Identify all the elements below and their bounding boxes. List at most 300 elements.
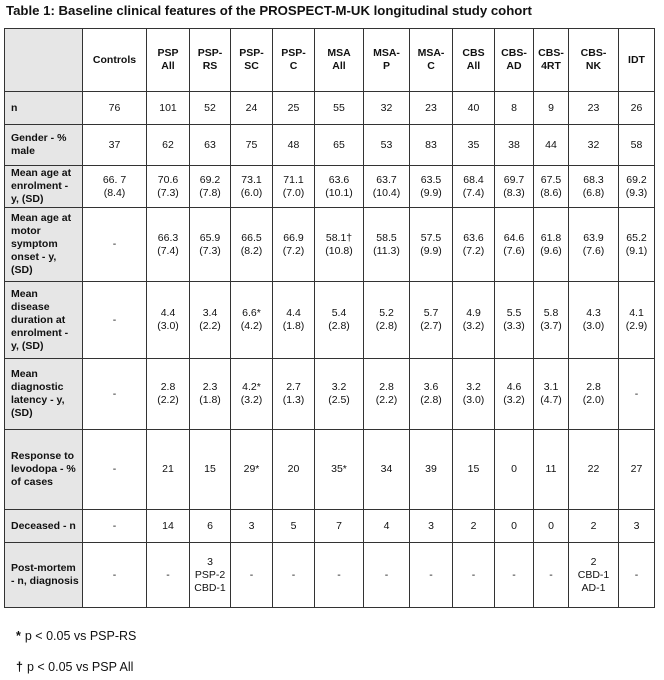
table-cell [190,166,231,208]
cell-line: - [112,568,117,581]
table-cell [410,125,453,166]
table-cell [83,282,147,359]
cell-line: (3.3) [503,320,525,332]
cell-line: (SD) [11,407,33,419]
table-cell [147,92,190,125]
table-cell [273,510,315,543]
cell-line: Mean age at [11,167,72,179]
cell-line: n [11,101,18,114]
table-cell [410,282,453,359]
table-cell [619,359,655,430]
cell-line: (3.0) [157,320,179,332]
cell-line: 4.4 [286,307,301,319]
cell-line: 66.3 [157,231,179,244]
table-cell [273,430,315,510]
table-cell [273,92,315,125]
cell-line: 39 [425,463,437,475]
table-cell [231,282,273,359]
table-cell [569,208,619,282]
table-cell [273,282,315,359]
cell-line: - [549,568,553,581]
column-header-line: P [382,60,390,72]
cell-line: 4.9 [466,307,481,319]
table-cell [364,282,410,359]
cell-line: - [634,387,639,400]
cell-line: 66.5 [241,231,262,244]
cell-line: (SD) [11,264,33,276]
cell-line: (9.1) [625,244,648,257]
table-cell [619,92,655,125]
cell-line: Deceased - n [11,519,76,532]
cell-line: 61.8 [540,231,562,244]
table-cell [534,125,569,166]
cell-line: 65 [333,138,345,151]
cell-line: 0 [511,519,517,532]
footnote-significance-psp-rs: * p < 0.05 vs PSP-RS [16,629,137,643]
row-label [5,510,83,543]
table-cell [410,510,453,543]
cell-line: (7.2) [282,244,305,257]
table-cell [273,543,315,608]
table-cell [495,359,534,430]
table-row [5,543,655,608]
cell-line: 32 [587,138,600,151]
table-cell [190,208,231,282]
cell-line: 48 [287,138,300,151]
cell-line: (9.9) [420,186,442,199]
table-cell [83,92,147,125]
cell-line: 62 [162,138,174,151]
table-cell [495,510,534,543]
table-cell [534,92,569,125]
cell-line: 65.2 [626,231,647,244]
cell-line: 2 [590,555,597,568]
cell-line: 3.4 [202,307,218,319]
cell-line: 71.1 [283,173,304,186]
cell-line: Gender - % [11,132,67,144]
table-cell [231,166,273,208]
cell-line: 23 [587,101,600,114]
cell-line: 5.4 [331,307,347,319]
cell-line: 5.8 [543,307,559,319]
table-cell [231,208,273,282]
cell-line: (8.4) [103,186,126,199]
cell-line: 68.3 [583,173,604,186]
row-label [5,430,83,510]
table-cell [315,125,364,166]
cell-line: 5.2 [379,307,394,319]
table-cell [147,359,190,430]
cell-line: 15 [204,463,216,475]
cell-line: 58.1† [325,231,353,244]
table-cell [569,125,619,166]
cell-line: 83 [425,138,437,151]
cell-line: (10.4) [372,186,401,199]
cell-line: male [11,145,35,157]
header-row [5,29,655,92]
cell-line: (2.9) [625,320,648,332]
table-cell [190,125,231,166]
cell-line: (2.2) [375,394,398,406]
cell-line: 66.9 [283,231,304,244]
cell-line: 44 [545,138,557,151]
table-cell [534,282,569,359]
cell-line: (7.4) [157,244,179,257]
cell-line: 57.5 [420,231,442,244]
table-cell [569,543,619,608]
table-cell [273,359,315,430]
column-header-line: 4RT [541,60,561,72]
column-header [315,29,364,92]
column-header [147,29,190,92]
table-cell [147,282,190,359]
column-header-line: Controls [92,53,137,66]
cell-line: onset - y, [11,251,57,263]
table-row [5,125,655,166]
cell-line: 4 [383,519,390,532]
table-cell [619,543,655,608]
table-cell [315,208,364,282]
cell-line: 52 [204,101,216,114]
cell-line: - n, diagnosis [11,575,79,587]
cell-line: 3.2 [466,381,481,393]
cell-line: PSP-2 [194,568,226,581]
cell-line: (9.9) [420,244,442,257]
cell-line: 26 [630,101,643,114]
table-cell [147,125,190,166]
cell-line: 70.6 [157,173,179,186]
table-cell [315,510,364,543]
column-header-line: IDT [628,53,645,66]
column-header-line: PSP- [197,47,223,59]
table-cell [231,430,273,510]
cell-line: diagnostic [11,381,64,393]
column-header-line: PSP [157,47,179,59]
table-cell [534,510,569,543]
column-header-line: MSA [327,47,351,59]
column-header-line: CBS [462,47,485,59]
table-cell [315,166,364,208]
cell-line: 3 [207,555,213,568]
cell-line: 4.1 [629,307,644,319]
column-header-line: CBS- [580,47,607,59]
cell-line: 67.5 [540,173,562,186]
table-cell [619,125,655,166]
cell-line: (2.8) [328,320,350,332]
table-cell [231,510,273,543]
cell-line: 38 [508,138,520,151]
table-cell [569,166,619,208]
cell-line: duration at [11,313,66,326]
cell-line: (3.0) [582,320,605,332]
column-header-line: C [289,60,298,72]
cell-line: 2 [470,519,477,532]
table-cell [147,543,190,608]
cell-line: (2.8) [420,394,442,406]
table-cell [147,208,190,282]
column-header-line: PSP- [281,47,306,59]
table-cell [231,125,273,166]
cell-line: 29* [243,463,260,475]
cell-line: 4.4 [160,307,176,319]
cell-line: 63.6 [463,231,484,244]
column-header-line: NK [585,60,602,72]
cell-line: (1.3) [282,394,305,406]
cell-line: (3.2) [462,320,485,332]
column-header [83,29,147,92]
cell-line: Response to [11,450,75,462]
table-cell [410,543,453,608]
table-cell [453,166,495,208]
column-header [190,29,231,92]
cell-line: - [337,568,341,581]
table-cell [619,430,655,510]
table-cell [364,166,410,208]
cell-line: - [112,463,117,475]
cell-line: latency - y, [11,394,65,406]
cell-line: (7.6) [582,244,605,257]
cell-line: (2.5) [328,394,350,406]
cell-line: 75 [245,138,258,151]
table-cell [83,208,147,282]
cell-line: 20 [287,463,300,475]
table-cell [453,359,495,430]
cell-line: CBD-1 [194,581,226,594]
cell-line: (7.4) [462,186,485,199]
cell-line: - [112,387,117,400]
table-cell [231,359,273,430]
cell-line: 3 [633,519,640,532]
cell-line: 0 [548,519,554,532]
cell-line: 3.1 [543,381,559,393]
cell-line: 8 [511,101,517,114]
cell-line: (10.1) [325,186,353,199]
cell-line: - [634,568,639,581]
cell-line: (6.0) [240,186,263,199]
cell-line: AD-1 [581,581,606,594]
table-cell [273,125,315,166]
table-cell [315,430,364,510]
cell-line: 23 [425,101,437,114]
table-cell [364,92,410,125]
table-row [5,92,655,125]
cell-line: - [112,519,117,532]
column-header [534,29,569,92]
cell-line: - [512,568,516,581]
cell-line: (10.8) [325,244,353,257]
column-header-line: MSA- [417,47,445,59]
cell-line: - [249,568,254,581]
table-cell [315,92,364,125]
table-cell [534,430,569,510]
table-cell [364,543,410,608]
cell-line: (8.6) [540,186,562,199]
table-cell [273,208,315,282]
cell-line: motor [11,225,41,237]
table-cell [231,543,273,608]
cell-line: 3.2 [331,381,347,393]
table-cell [569,282,619,359]
cell-line: 5.7 [423,307,439,319]
column-header [410,29,453,92]
cell-line: Mean age at [11,212,72,224]
cell-line: 15 [467,463,480,475]
cell-line: y, (SD) [11,339,44,352]
cell-line: 9 [548,101,554,114]
table-cell [190,510,231,543]
table-cell [315,359,364,430]
table-row [5,430,655,510]
footnote-significance-psp-all: † p < 0.05 vs PSP All [16,660,134,674]
cell-line: (2.7) [420,320,442,332]
cell-line: 11 [545,463,557,475]
table-cell [147,166,190,208]
table-cell [147,430,190,510]
cell-line: 2.3 [202,381,218,393]
cell-line: - [429,568,433,581]
cell-line: disease [11,300,50,313]
table-cell [453,282,495,359]
cell-line: 2.7 [286,381,301,393]
cell-line: 66. 7 [102,173,127,186]
cell-line: 3 [428,519,434,532]
table-cell [534,359,569,430]
column-header-line: All [161,60,175,72]
table-cell [364,208,410,282]
cell-line: enrolment - [11,180,69,192]
row-label [5,125,83,166]
cell-line: of cases [11,476,54,488]
cell-line: (2.2) [157,394,179,406]
cell-line: 25 [287,101,300,114]
cell-line: (7.3) [157,186,179,199]
table-cell [534,166,569,208]
table-cell [83,166,147,208]
cell-line: 63.7 [376,173,397,186]
cell-line: 58 [630,138,643,151]
table-cell [410,208,453,282]
clinical-features-table [4,28,655,608]
column-header-line: CBS- [501,47,527,59]
cell-line: Mean [11,287,38,300]
cell-line: 40 [467,101,480,114]
cell-line: 0 [511,463,517,475]
column-header-line: AD [506,60,522,72]
cell-line: (7.6) [503,244,525,257]
row-label [5,208,83,282]
table-cell [495,543,534,608]
cell-line: - [166,568,170,581]
cell-line: 69.2 [626,173,647,186]
cell-line: 4.3 [586,307,601,319]
cell-line: 101 [159,101,177,114]
table-cell [495,92,534,125]
cell-line: 4.2* [242,381,261,393]
table-cell [410,359,453,430]
table-cell [453,430,495,510]
cell-line: 32 [380,101,393,114]
table-row [5,510,655,543]
cell-line: 76 [108,101,121,114]
cell-line: 35* [331,463,347,475]
table-cell [315,543,364,608]
row-label [5,543,83,608]
cell-line: (11.3) [373,244,400,257]
table-cell [619,282,655,359]
table-cell [364,430,410,510]
table-cell [83,543,147,608]
cell-line: (8.3) [503,186,525,199]
column-header [495,29,534,92]
table-cell [569,510,619,543]
cell-line: 2.8 [379,381,394,393]
cell-line: 22 [587,463,600,475]
cell-line: 35 [467,138,480,151]
cell-line: 14 [162,519,174,532]
cell-line: 63 [204,138,216,151]
cell-line: (3.2) [240,394,263,406]
table-cell [569,359,619,430]
table-cell [495,282,534,359]
table-cell [273,166,315,208]
cell-line: (2.0) [582,394,605,406]
table-cell [190,543,231,608]
table-cell [453,510,495,543]
column-header [569,29,619,92]
cell-line: 2.8 [586,381,601,393]
cell-line: 21 [162,463,174,475]
cell-line: 4.6 [506,381,522,393]
cell-line: - [471,568,476,581]
cell-line: 65.9 [199,231,221,244]
row-label [5,92,83,125]
table-cell [453,543,495,608]
cell-line: 2.8 [160,381,176,393]
cell-line: y, (SD) [11,193,44,205]
cell-line: 63.9 [583,231,604,244]
cell-line: 24 [245,101,258,114]
table-cell [569,92,619,125]
cell-line: 2 [590,519,597,532]
cell-line: 73.1 [241,173,262,186]
table-cell [190,92,231,125]
cell-line: - [291,568,296,581]
column-header [273,29,315,92]
cell-line: - [112,313,117,326]
cell-line: 37 [108,138,121,151]
cell-line: 53 [380,138,393,151]
cell-line: (9.3) [625,186,648,199]
table-cell [364,510,410,543]
table-cell [83,125,147,166]
cell-line: (9.6) [540,244,562,257]
table-title: Table 1: Baseline clinical features of the PROSPECT-M-UK longitudinal study cohort [6,3,532,18]
table-cell [364,125,410,166]
cell-line: 6.6* [242,307,261,319]
column-header-line: SC [244,60,259,72]
cell-line: (7.0) [282,186,305,199]
column-header-line: C [427,60,435,72]
table-cell [410,166,453,208]
column-header-line: MSA- [373,47,400,59]
cell-line: (3.2) [503,394,525,406]
cell-line: (2.8) [375,320,398,332]
cell-line: (7.8) [199,186,221,199]
table-cell [534,543,569,608]
table-cell [453,92,495,125]
table-row [5,359,655,430]
table-cell [569,430,619,510]
